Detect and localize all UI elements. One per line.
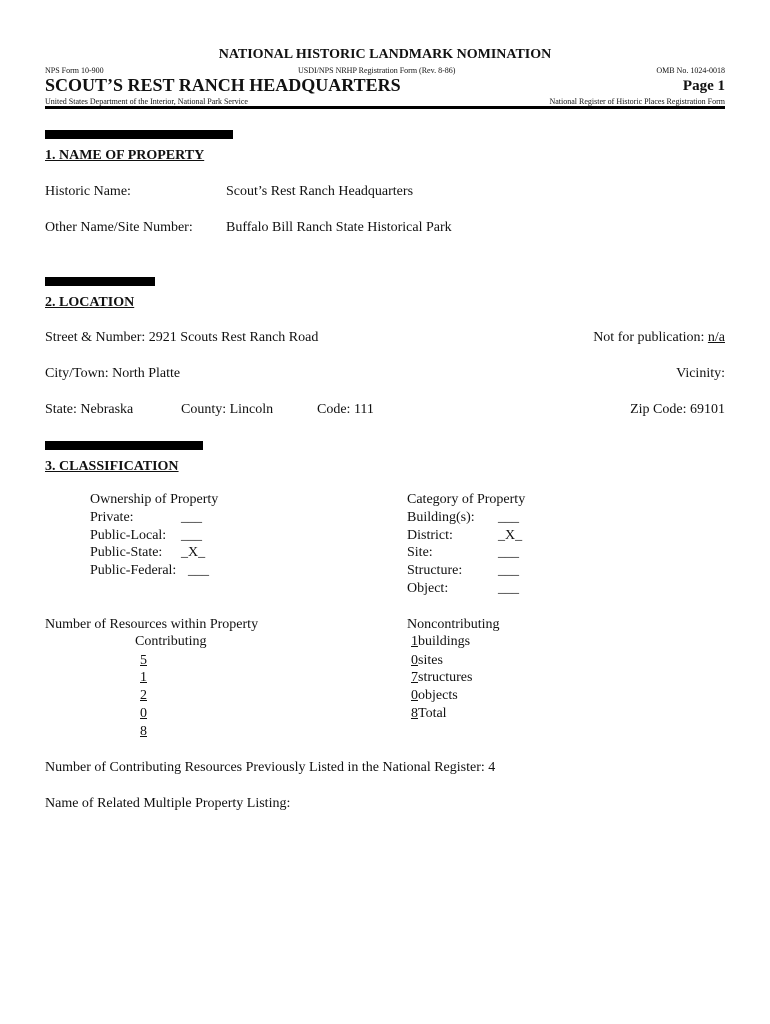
county-code: Code: 111 xyxy=(317,402,374,417)
category-district-mark: _X_ xyxy=(498,528,523,543)
noncontributing-structures xyxy=(407,670,472,686)
noncontributing-label: sites xyxy=(418,653,443,668)
noncontributing-objects xyxy=(407,688,458,704)
register-form-line: National Register of Historic Places Registration Form xyxy=(549,97,725,106)
contributing-structures: 2 xyxy=(140,688,147,703)
street-number: Street & Number: 2921 Scouts Rest Ranch Road xyxy=(45,330,319,345)
contributing-sites: 1 xyxy=(140,670,147,685)
ownership-private-label: Private: xyxy=(90,510,134,525)
not-for-publication xyxy=(593,330,725,346)
category-building-mark: ___ xyxy=(498,510,519,525)
ownership-heading: Ownership of Property xyxy=(90,492,219,507)
ownership-public-state-mark: _X_ xyxy=(181,545,206,560)
not-for-publication-label: Not for publication: xyxy=(593,330,708,345)
category-building-label: Building(s): xyxy=(407,510,475,525)
other-name-label: Other Name/Site Number: xyxy=(45,220,193,235)
resources-heading: Number of Resources within Property xyxy=(45,617,259,632)
section-3-bar xyxy=(45,441,203,450)
contributing-heading: Contributing xyxy=(135,634,207,649)
noncontributing-label: objects xyxy=(418,688,458,703)
header-rule xyxy=(45,106,725,109)
related-multiple-property-listing: Name of Related Multiple Property Listing: xyxy=(45,796,291,811)
category-object-label: Object: xyxy=(407,581,449,596)
noncontributing-sites xyxy=(407,653,443,669)
contributing-objects: 0 xyxy=(140,706,147,721)
ownership-public-state-label: Public-State: xyxy=(90,545,163,560)
noncontributing-total xyxy=(407,706,447,722)
category-object-mark: ___ xyxy=(498,581,519,596)
county: County: Lincoln xyxy=(181,402,274,417)
noncontributing-heading: Noncontributing xyxy=(407,617,500,632)
noncontributing-label: structures xyxy=(418,670,473,685)
noncontributing-label: Total xyxy=(418,706,447,721)
ownership-public-federal-label: Public-Federal: xyxy=(90,563,177,578)
category-heading: Category of Property xyxy=(407,492,526,507)
other-name-value: Buffalo Bill Ranch State Historical Park xyxy=(226,220,452,235)
noncontributing-count: 0 xyxy=(411,653,418,668)
department-line: United States Department of the Interior, National Park Service xyxy=(45,97,248,106)
form-revision: USDI/NPS NRHP Registration Form (Rev. 8-86) xyxy=(298,66,456,75)
ownership-private-mark: ___ xyxy=(181,510,202,525)
property-heading: SCOUT’S REST RANCH HEADQUARTERS xyxy=(45,75,401,95)
category-site-mark: ___ xyxy=(498,545,519,560)
form-title: NATIONAL HISTORIC LANDMARK NOMINATION xyxy=(218,47,552,62)
category-structure-mark: ___ xyxy=(498,563,519,578)
noncontributing-label: buildings xyxy=(418,634,471,649)
ownership-public-local-label: Public-Local: xyxy=(90,528,167,543)
noncontributing-count: 1 xyxy=(411,634,418,649)
category-site-label: Site: xyxy=(407,545,433,560)
noncontributing-count: 0 xyxy=(411,688,418,703)
zip-code: Zip Code: 69101 xyxy=(630,402,725,417)
omb-number: OMB No. 1024-0018 xyxy=(656,66,725,75)
section-2-bar xyxy=(45,277,155,286)
page-number: Page 1 xyxy=(682,78,725,94)
contributing-buildings: 5 xyxy=(140,653,147,668)
section-1-bar xyxy=(45,130,233,139)
section-2-title: 2. LOCATION xyxy=(45,295,135,310)
previously-listed: Number of Contributing Resources Previously Listed in the National Register: 4 xyxy=(45,760,496,775)
not-for-publication-value: n/a xyxy=(707,330,725,345)
historic-name-value: Scout’s Rest Ranch Headquarters xyxy=(226,184,414,199)
ownership-public-federal-mark: ___ xyxy=(188,563,209,578)
noncontributing-count: 7 xyxy=(411,670,418,685)
noncontributing-count: 8 xyxy=(411,706,418,721)
form-number: NPS Form 10-900 xyxy=(45,66,104,75)
noncontributing-buildings xyxy=(407,634,470,650)
city-town: City/Town: North Platte xyxy=(45,366,181,381)
category-structure-label: Structure: xyxy=(407,563,463,578)
ownership-public-local-mark: ___ xyxy=(181,528,202,543)
historic-name-label: Historic Name: xyxy=(45,184,131,199)
contributing-total: 8 xyxy=(140,724,147,739)
section-3-title: 3. CLASSIFICATION xyxy=(45,459,179,474)
state: State: Nebraska xyxy=(45,402,134,417)
category-district-label: District: xyxy=(407,528,453,543)
section-1-title: 1. NAME OF PROPERTY xyxy=(45,148,205,163)
vicinity: Vicinity: xyxy=(676,366,725,381)
